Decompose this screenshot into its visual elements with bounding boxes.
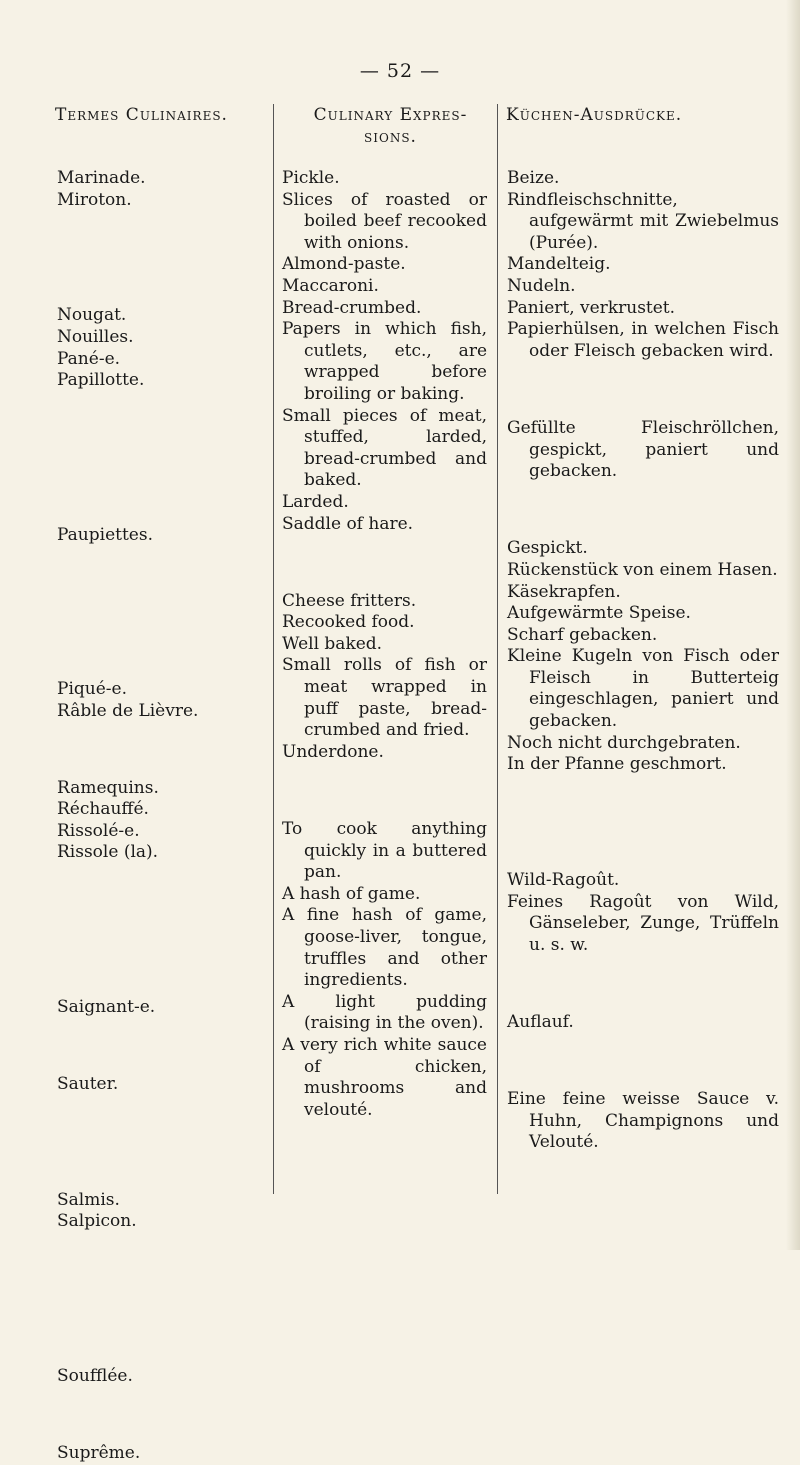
blank-line [57,602,267,624]
english-term: Larded. [282,491,349,512]
german-term: Auflauf. [507,1012,574,1032]
german-term: Gespickt. [507,538,588,559]
blank-line [57,640,267,662]
blank-line [57,1113,267,1135]
french-term: Rissolé-e. [57,820,140,841]
french-term: Paupiettes. [57,524,153,545]
french-term: Sauter. [57,1074,119,1095]
column-divider-right [497,104,498,1194]
english-term: Recooked food. [282,612,415,633]
french-term: Papillotte. [57,370,145,391]
english-term: Papers in which fish, cutlets, etc., are wrapped before broiling or baking. [282,319,487,404]
french-term: Marinade. [57,168,146,188]
blank-line [57,1404,267,1426]
german-column [507,168,779,1154]
english-term: Small pieces of meat, stuffed, larded, bread-crumbed and baked. [282,405,487,491]
blank-line [57,1327,267,1349]
german-term: Rückenstück von einem Hasen. [507,559,778,580]
blank-line [57,881,267,903]
german-term: Beize. [507,168,560,188]
french-term: Suprême. [57,1442,141,1463]
french-term: Réchauffé. [57,799,149,820]
german-term: Feines Ragoût von Wild, Gänseleber, Zunge, Trüffeln u. s. w. [507,891,779,955]
blank-line [57,409,267,431]
german-term: Nudeln. [507,275,576,296]
blank-line [507,973,779,995]
english-term: Cheese fritters. [282,590,417,611]
blank-line [57,1151,267,1173]
blank-line [507,793,779,815]
french-term: Rissole (la). [57,842,159,863]
english-term: A fine hash of game, goose-liver, tongue, truffles and other ingredients. [282,905,487,991]
blank-line [57,958,267,980]
page-number: — 52 — [359,60,441,82]
german-term: Käsekrapfen. [507,581,621,602]
english-term: Bread-crumbed. [282,297,422,318]
header-english-text: Culinary Expres- sions. [313,105,468,147]
english-term: Underdone. [282,741,384,762]
blank-line [57,447,267,469]
english-column [282,168,487,1121]
blank-line [507,1051,779,1073]
french-term: Ramequins. [57,777,159,798]
header-german: Küchen-Ausdrücke. [506,105,683,125]
german-term: Gefüllte Fleischröllchen, gespickt, paniert und gebacken. [507,417,779,482]
german-term: In der Pfanne geschmort. [507,754,727,775]
english-term: To cook anything quickly in a buttered pan. [282,819,487,883]
french-term: Nougat. [57,305,127,326]
blank-line [57,1289,267,1311]
german-term: Wild-Ragoût. [507,870,620,891]
french-term: Piqué-e. [57,678,127,699]
french-term: Râble de Lièvre. [57,700,199,721]
english-term: Almond-paste. [282,254,406,275]
german-term: Rindfleischschnitte, aufgewärmt mit Zwiebelmus (Purée). [507,189,779,253]
english-term: Small rolls of fish or meat wrapped in puff paste, bread-crumbed and fried. [282,655,487,741]
english-term: Slices of roasted or boiled beef recooked with onions. [282,189,487,253]
header-english [283,104,498,148]
french-term: Salpicon. [57,1211,137,1232]
blank-line [57,563,267,585]
blank-line [507,379,779,401]
english-term: Pickle. [282,168,340,188]
blank-line [507,831,779,853]
german-term: Eine feine weisse Sauce v. Huhn, Champignons und Velouté. [507,1089,779,1153]
header-french: Termes Culinaires. [55,105,228,125]
german-term: Kleine Kugeln von Fisch oder Fleisch in Butterteig eingeschlagen, paniert und gebacken. [507,646,779,732]
french-term: Pané-e. [57,348,121,369]
blank-line [57,920,267,942]
german-term: Mandelteig. [507,254,611,275]
english-term: A light pudding (raising in the oven). [282,991,487,1034]
english-term: Maccaroni. [282,275,379,296]
german-term: Scharf gebacken. [507,624,658,645]
blank-line [57,739,267,761]
german-term: Paniert, verkrustet. [507,297,676,318]
blank-line [57,1035,267,1057]
blank-line [57,228,267,250]
german-term: Aufgewärmte Speise. [507,603,691,624]
blank-line [282,780,487,802]
french-column [57,168,267,1465]
french-term: Saignant-e. [57,996,156,1017]
blank-line [507,500,779,522]
english-term: A hash of game. [282,883,421,904]
french-term: Salmis. [57,1189,120,1210]
blank-line [57,1250,267,1272]
french-term: Miroton. [57,189,132,210]
english-term: Well baked. [282,633,383,654]
german-term: Papierhülsen, in welchen Fisch oder Fleisch gebacken wird. [507,319,779,361]
english-term: Saddle of hare. [282,513,414,534]
column-divider-left [273,104,274,1194]
english-term: A very rich white sauce of chicken, mushrooms and velouté. [282,1034,487,1120]
french-term: Nouilles. [57,326,134,347]
page-edge-shadow [786,0,800,1250]
blank-line [57,486,267,508]
blank-line [282,552,487,574]
french-term: Soufflée. [57,1365,133,1386]
german-term: Noch nicht durchgebraten. [507,732,741,753]
blank-line [57,267,267,289]
